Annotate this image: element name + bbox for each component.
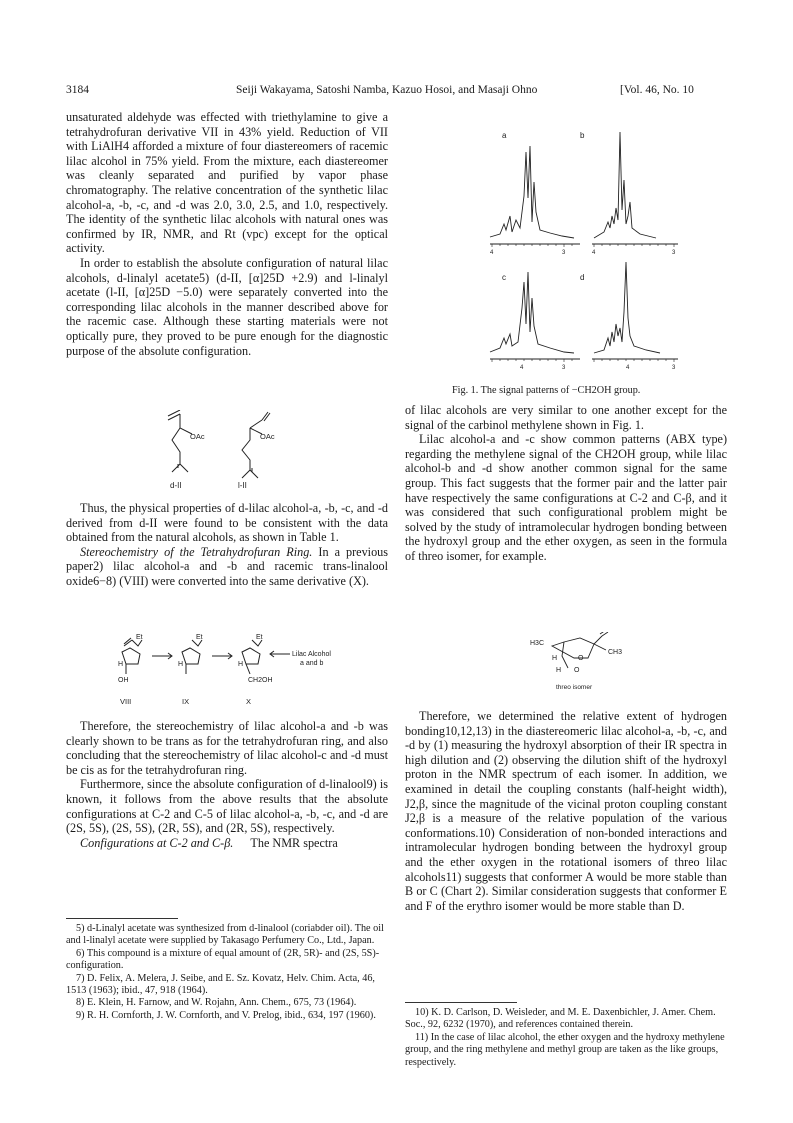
ch3-label: CH3 (608, 649, 623, 656)
right-column-top (405, 403, 727, 564)
left-column-top (66, 110, 388, 358)
figure-1-nmr-spectra (470, 112, 710, 384)
axis-label: 3 (562, 250, 566, 256)
axis-label: 3 (672, 365, 676, 371)
h-label: H (118, 661, 124, 668)
page-number: 3184 (66, 84, 89, 96)
footnote-divider (66, 918, 178, 919)
footnote: 11) In the case of lilac alcohol, the ether oxygen and the hydroxy methylene group, and the ring methylene and methyl group are taken as the like groups, respectively. (405, 1031, 725, 1068)
paragraph: Thus, the physical properties of d-lilac alcohol-a, -b, -c, and -d derived from d-II were found to be consistent with the data obtained from the natural alcohols, as shown in Table 1. (66, 501, 388, 545)
axis-label: 4 (626, 365, 630, 371)
left-footnotes (66, 923, 388, 1022)
panel-label-d: d (580, 273, 585, 282)
axis-label: 4 (592, 250, 596, 256)
left-column-mid (66, 501, 388, 589)
h3c-label: H3C (530, 640, 545, 647)
axis-label: 3 (672, 250, 676, 256)
footnote: 10) K. D. Carlson, D. Weisleder, and M. E. Daxenbichler, J. Amer. Chem. Soc., 92, 6232 (1970), and references contained therein. (405, 1007, 716, 1031)
panel-label-b: b (580, 131, 585, 140)
running-authors: Seiji Wakayama, Satoshi Namba, Kazuo Hosoi, and Masaji Ohno (236, 84, 538, 96)
h-label: H (552, 655, 558, 662)
axis-label: 4 (520, 365, 524, 371)
paragraph: Therefore, the stereochemistry of lilac alcohol-a and -b was clearly shown to be trans as for the tetrahydrofuran ring, and also concluding that the stereochemistry of lilac alcohol-c and -d must be cis as for the tetrahydrofuran ring. (66, 719, 388, 777)
oac-label: OAc (190, 432, 205, 441)
figure-1-caption: Fig. 1. The signal patterns of −CH2OH group. (452, 385, 641, 396)
h-label: H (238, 661, 244, 668)
spectrum-b (594, 132, 656, 238)
ch2oh-label: CH2OH (248, 677, 273, 684)
panel-label-a: a (502, 131, 507, 140)
et-label: Et (136, 634, 143, 641)
paragraph: Furthermore, since the absolute configuration of d-linalool9) is known, it follows from the above results that the absolute configurations at C-2 and C-5 of lilac alcohol-a, -b, -c, and -d are (2S, 5S), (2S, 5S), (2R, 5S), and (2R, 5S), respectively. (66, 777, 388, 836)
paragraph: unsaturated aldehyde was effected with triethylamine to give a tetrahydrofuran derivative VII in 43% yield. Reduction of VII with LiAlH4 afforded a mixture of four diastereomers of racemic lilac alcohol in 75% yield. From the mixture, each diastereomer was cleanly separated and purified by vapor phase chromatography. The relative concentration of the synthetic lilac alcohol-a, -b, -c, and -d was 2.0, 3.0, 2.5, and 1.0, respectively. The identity of the synthetic lilac alcohols with natural ones was confirmed by IR, NMR, and Rt (vpc) except for the optical activity. (66, 110, 388, 256)
threo-caption: threo isomer (556, 684, 593, 691)
section-heading: Stereochemistry of the Tetrahydrofuran Ring. (80, 544, 313, 559)
spectrum-a (490, 146, 574, 238)
h-label: H (178, 661, 184, 668)
axis-label: 4 (490, 250, 494, 256)
spectrum-d (594, 262, 660, 353)
d-II-label: d-II (170, 481, 182, 490)
footnote-divider (405, 1002, 517, 1003)
footnote: 9) R. H. Cornforth, J. W. Cornforth, and V. Prelog, ibid., 634, 197 (1960). (76, 1009, 376, 1021)
right-footnotes (405, 1007, 727, 1069)
paragraph: In order to establish the absolute configuration of natural lilac alcohols, d-linalyl acetate5) (d-II, [α]25D +2.9) and l-linalyl acetate (l-II, [α]25D −5.0) were separately converted into the corresponding lilac alcohols in the manner described above for the racemic case. Although these starting materials were not optically pure, they proved to be pure enough for the diagnostic purpose of the absolute configuration. (66, 255, 388, 358)
conversion-scheme (110, 632, 350, 712)
footnote: 5) d-Linalyl acetate was synthesized from d-linalool (coriabder oil). The oil and l-linalyl acetate were supplied by Takasago Perfumery Co., Ltd., Japan. (66, 923, 384, 947)
lilac-alcohol-label: Lilac Alcohol (292, 651, 331, 658)
viii-label: VIII (120, 697, 132, 706)
section-heading: Configurations at C-2 and C-β. (80, 835, 234, 850)
o-label: O (578, 655, 584, 662)
volume-info: [Vol. 46, No. 10 (620, 84, 694, 96)
footnote: 8) E. Klein, H. Farnow, and W. Rojahn, Ann. Chem., 675, 73 (1964). (76, 997, 357, 1009)
paragraph: In a previous paper2) lilac alcohol-a and -b and racemic trans-linalool oxide6−8) (VIII) were converted into the same derivative (X). (66, 544, 389, 588)
paragraph: of lilac alcohols are very similar to one another except for the signal of the carbinol methylene shown in Fig. 1. (405, 403, 727, 432)
footnote: 7) D. Felix, A. Melera, J. Seibe, and E. Sz. Kovatz, Helv. Chim. Acta, 46, 1513 (1963); ibid., 47, 918 (1964). (66, 972, 375, 997)
x-label: X (246, 697, 252, 706)
h-label: H (556, 667, 562, 674)
panel-label-c: c (502, 273, 506, 282)
oh-label: OH (118, 677, 129, 684)
axis-label: 3 (562, 365, 566, 371)
et-label: Et (256, 634, 263, 641)
o-label: O (574, 667, 580, 674)
linalyl-acetate-structures (150, 410, 300, 492)
l-II-label: l-II (238, 481, 247, 490)
et-label: Et (196, 634, 203, 641)
spectrum-c (490, 272, 574, 353)
threo-isomer-structure (522, 632, 632, 692)
ix-label: IX (182, 697, 190, 706)
lilac-alcohol-label-2: a and b (300, 660, 324, 667)
paragraph: Therefore, we determined the relative extent of hydrogen bonding10,12,13) in the diastereomeric lilac alcohol-a, -b, -c, and -d by (1) measuring the hydroxyl absorption of their IR spectra in high dilution and (2) observing the dilution shift of the hydroxyl proton in the NMR spectrum of each isomer. In addition, we examined in detail the coupling constants (half-height width), J2,β, since the magnitude of the vicinal proton coupling constant J2,β is a measure of the relative population of the various conformations.10) Consideration of non-bonded interactions and intramolecular hydrogen bonding between the hydroxyl group and the ether oxygen in the rotational isomers of threo lilac alcohols11) suggests that conformer A would be more stable than B or C (Chart 2). Similar consideration suggests that conformer E and F of the erythro isomer would be more stable than D. (405, 709, 727, 913)
paragraph: Lilac alcohol-a and -c show common patterns (ABX type) regarding the methylene signal of the CH2OH group, while lilac alcohol-b and -d show another common signal for the same group. This fact suggests that the former pair and the latter pair have respectively the same configurations at C-2 and C-β, and it was considered that such configurational problem might be solved by the study of intramolecular hydrogen bonding between the hydroxyl group and the ether oxygen, as seen in the formula of threo isomer, for example. (405, 432, 727, 563)
right-column-bottom (405, 709, 727, 913)
left-column-bottom (66, 719, 388, 850)
footnote: 6) This compound is a mixture of equal amount of (2R, 5R)- and (2S, 5S)-configuration. (66, 947, 380, 972)
oac-label: OAc (260, 432, 275, 441)
paragraph: The NMR spectra (250, 835, 338, 850)
